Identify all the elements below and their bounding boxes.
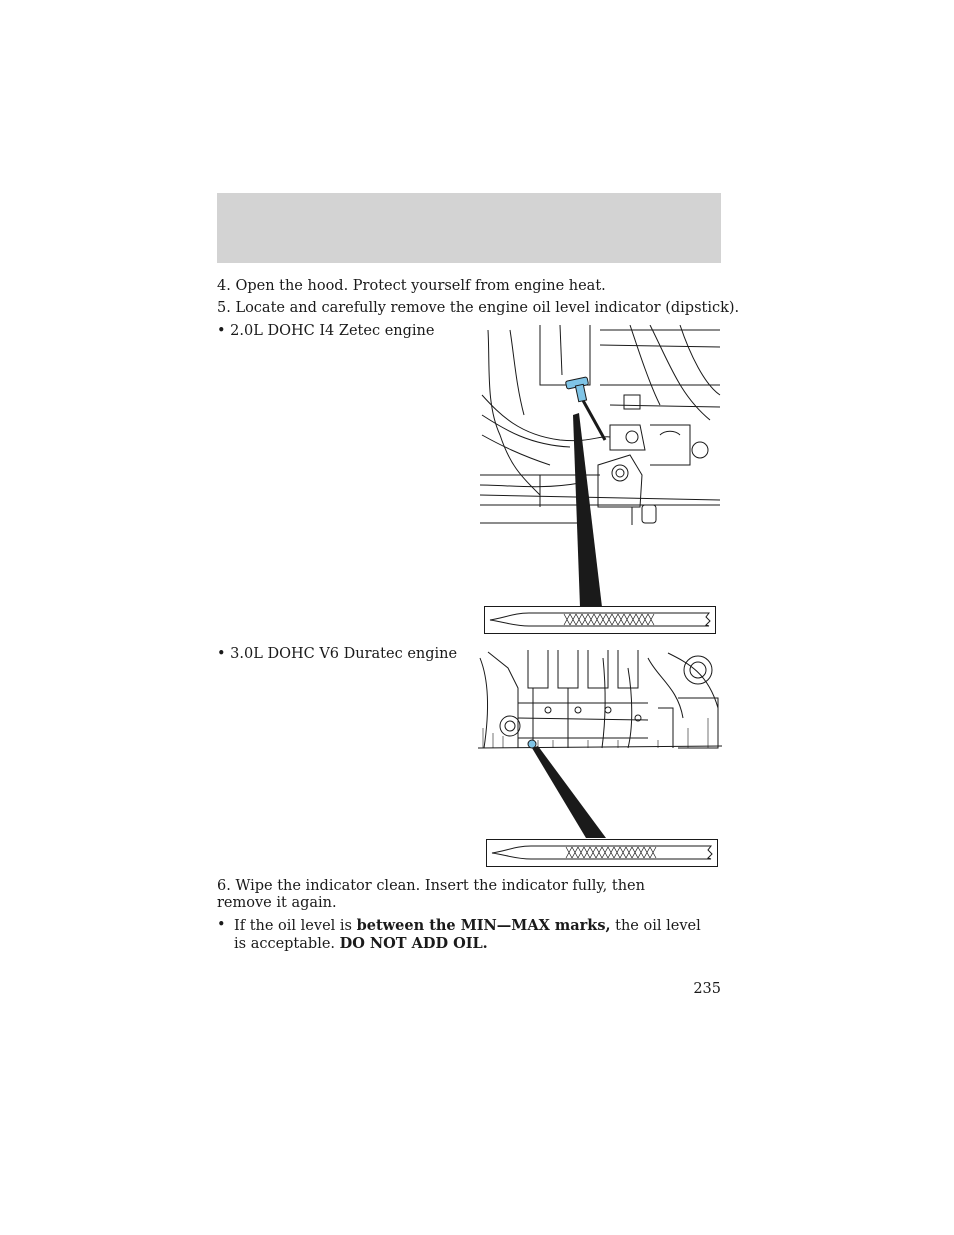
engine-1-bullet <box>217 323 434 340</box>
dipstick-detail-2 <box>486 839 718 867</box>
bullet-glyph: • <box>217 323 226 339</box>
engine-2-0l-illustration <box>480 325 722 637</box>
oil-level-mid: the oil level is acceptable. <box>234 918 701 952</box>
oil-level-warning: DO NOT ADD OIL. <box>339 935 488 952</box>
step-4-text: 4. Open the hood. Protect yourself from engine heat. <box>217 278 606 294</box>
step-5-text: 5. Locate and carefully remove the engine oil level indicator (dipstick). <box>217 300 740 316</box>
engine-1-label: 2.0L DOHC I4 Zetec engine <box>230 323 435 339</box>
bullet-glyph: • <box>217 917 226 933</box>
oil-level-pre: If the oil level is <box>234 918 357 934</box>
engine-3-0l-illustration <box>478 648 722 843</box>
oil-level-range: between the MIN—MAX marks, <box>356 917 611 934</box>
dipstick-detail-1 <box>484 606 716 634</box>
engine-2-label: 3.0L DOHC V6 Duratec engine <box>230 646 458 662</box>
section-header-band <box>217 193 721 263</box>
bullet-glyph: • <box>217 646 226 662</box>
page-number: 235 <box>693 981 721 997</box>
step-6-text: 6. Wipe the indicator clean. Insert the indicator fully, then remove it again. <box>217 878 645 911</box>
engine-2-bullet <box>217 646 457 663</box>
oil-level-text <box>234 917 704 953</box>
